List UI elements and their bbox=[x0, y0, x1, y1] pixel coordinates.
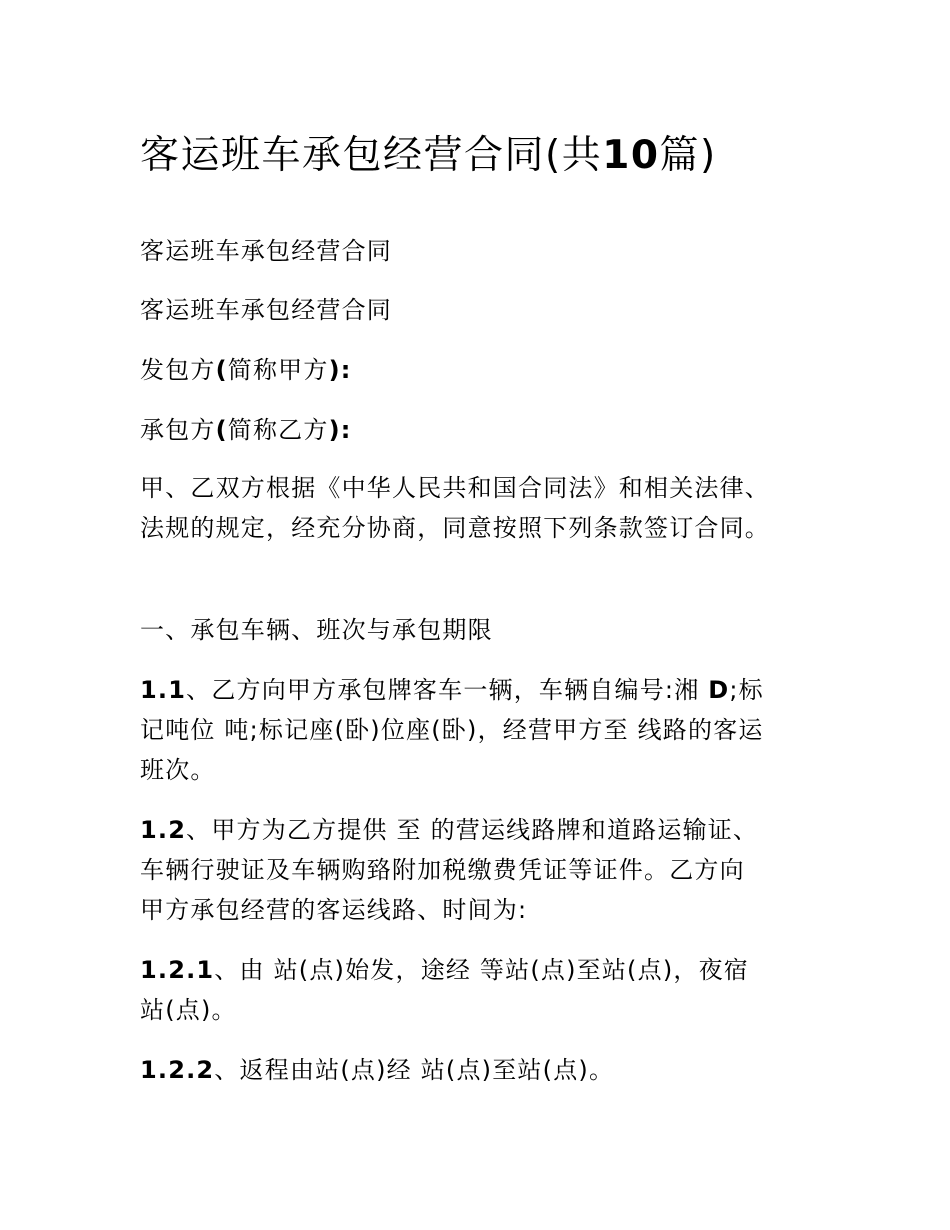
clause-1-1-text-a: 、乙方向甲方承包牌客车一辆，车辆自编号:湘 bbox=[186, 676, 709, 704]
clause-1-2 bbox=[140, 810, 820, 930]
subtitle-2: 客运班车承包经营合同 bbox=[140, 296, 392, 324]
clause-1-1-number: 1.1 bbox=[140, 676, 187, 704]
clause-1-1 bbox=[140, 670, 820, 790]
title-number: 10 bbox=[602, 133, 660, 178]
clause-1-2-line-1 bbox=[140, 810, 820, 850]
subtitle-1: 客运班车承包经营合同 bbox=[140, 237, 392, 265]
party-b-pre: 承包方 bbox=[140, 416, 216, 444]
clause-1-1-text-b: ;标 bbox=[729, 676, 764, 704]
party-b-mid: 简称乙方 bbox=[227, 416, 329, 444]
clause-1-2-text: 、甲方为乙方提供 至 的营运线路牌和道路运输证、 bbox=[186, 816, 759, 844]
title-prefix: 客运班车承包经营合同(共 bbox=[140, 133, 603, 178]
clause-1-2-1-text: 、由 站(点)始发，途经 等站(点)至站(点)，夜宿 bbox=[214, 956, 749, 984]
clause-1-2-2-number: 1.2.2 bbox=[140, 1056, 215, 1084]
clause-1-2-2-text: 、返程由站(点)经 站(点)至站(点)。 bbox=[214, 1056, 615, 1084]
clause-1-2-1-line-1 bbox=[140, 950, 820, 990]
intro-line-2: 法规的规定，经充分协商，同意按照下列条款签订合同。 bbox=[140, 514, 770, 542]
section-1-heading: 一、承包车辆、班次与承包期限 bbox=[140, 616, 493, 644]
clause-1-2-line-2: 车辆行驶证及车辆购臵附加税缴费凭证等证件。乙方向 bbox=[140, 856, 745, 884]
intro-paragraph bbox=[140, 468, 820, 548]
title-suffix: 篇) bbox=[659, 133, 717, 178]
clause-1-1-line-2: 记吨位 吨;标记座(卧)位座(卧)，经营甲方至 线路的客运 bbox=[140, 716, 764, 744]
clause-1-2-2-line-1 bbox=[140, 1050, 820, 1090]
document-title bbox=[140, 128, 840, 184]
party-a-line bbox=[140, 350, 820, 390]
party-a-end: ): bbox=[328, 356, 352, 384]
clause-1-1-plate-letter: D bbox=[708, 676, 730, 704]
party-b-paren: ( bbox=[215, 416, 228, 444]
clause-1-2-number: 1.2 bbox=[140, 816, 187, 844]
intro-line-1: 甲、乙双方根据《中华人民共和国合同法》和相关法律、 bbox=[140, 474, 770, 502]
party-b-end: ): bbox=[328, 416, 352, 444]
party-a-paren: ( bbox=[215, 356, 228, 384]
clause-1-2-1-line-2: 站(点)。 bbox=[140, 996, 237, 1024]
clause-1-1-line-3: 班次。 bbox=[140, 756, 216, 784]
party-a-pre: 发包方 bbox=[140, 356, 216, 384]
clause-1-2-2 bbox=[140, 1050, 820, 1090]
party-b-line bbox=[140, 410, 820, 450]
party-a-mid: 简称甲方 bbox=[227, 356, 329, 384]
clause-1-2-1-number: 1.2.1 bbox=[140, 956, 215, 984]
clause-1-2-1 bbox=[140, 950, 820, 1030]
clause-1-2-line-3: 甲方承包经营的客运线路、时间为: bbox=[140, 896, 528, 924]
clause-1-1-line-1 bbox=[140, 670, 820, 710]
